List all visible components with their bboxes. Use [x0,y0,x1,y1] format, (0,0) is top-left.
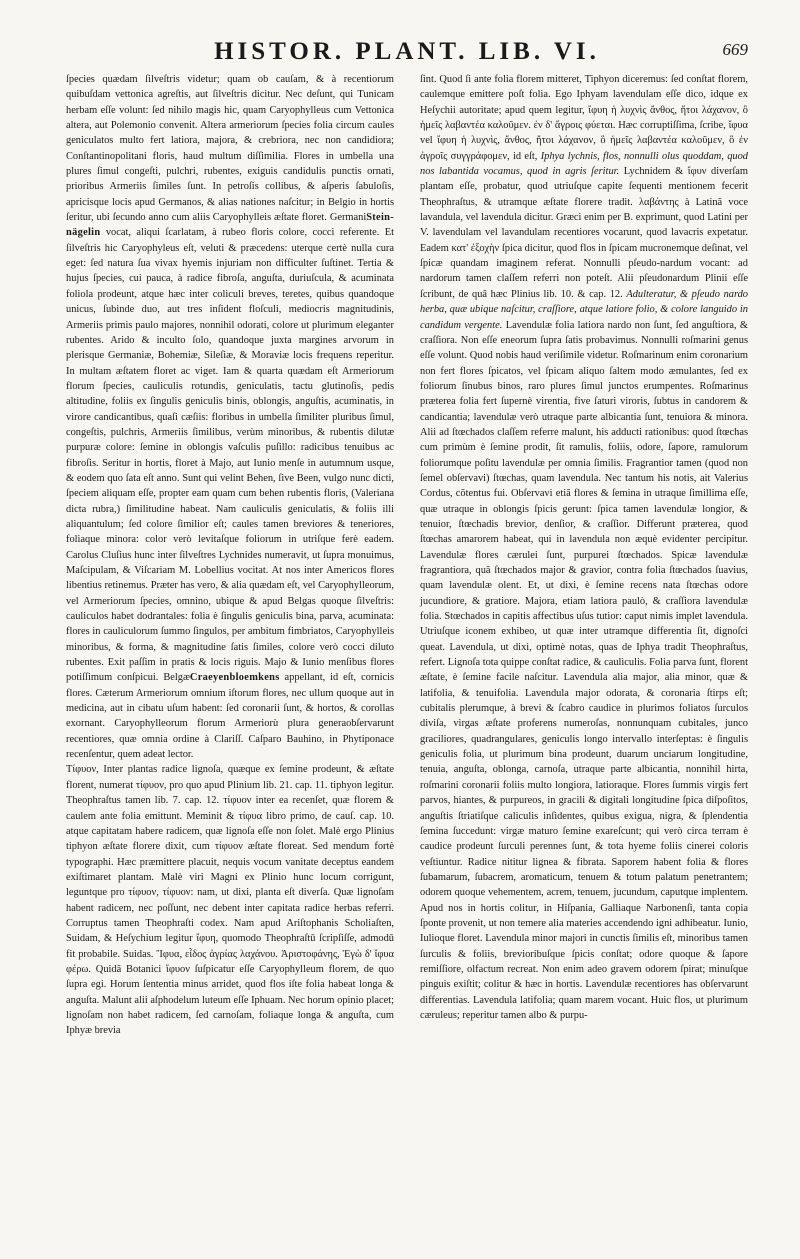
text-run: vocat, aliqui ſcarlatam, à rubeo floris colore, cocci referente. Et ſilveſtris hic Caryophyleus eſt, veluti & præcedens: uterque certè nulla cura eget: ſed natura ſua vivax hyemis injuriam non difficulter ſuſtinet. Tertia & hujus ſpecies, cui pauca, à radice fibroſa, anguſta, duriuſcula, & acuminata foliola prodeunt, atque hæc inter coliculi breves, teretes, quibus quandoque unicus, ſubinde duo, aut tres inſident floſculi, mediocris magnitudinis, Armeriis primis paulo majores, nonnihil odorati, colore ut plurimum eleganter rubentes. Arido & inculto ſolo, quandoque juxta margines arvorum in plerisque Germaniæ, Bohemiæ, Sileſiæ, & Moraviæ locis frequens reperitur. In multam æſtatem floret ac viget. Iam & quarta quædam eſt Armeriorum florum ſpecies, cauliculis rotundis, geniculatis, tactu glutinoſis, pedis altitudine, foliis ex ſingulis geniculis binis, oblongis, anguſtis, acuminatis, in virore candicantibus, quaſi cæſiis: floribus in umbella ſimiliter pluribus ſimul, congeſtis, pulchris, Armeriis ſimilibus, verùm minoribus, & rubentis dilutæ purpuræ colore: ſemine in oblongis vaſculis puſillo: radicibus tenuibus ac fibroſis. Seritur in hortis, floret à Majo, aut Iunio menſe in autumnum usque, & eodem quo ſata eſt anno. Sunt qui velint Behen, ſive Been, vulgo nunc dicti, ſpeciem aliquam eſſe, propter eam quam cum behen rubentis floris, (Valeriana dicta rubra,) ſimilitudine habeat. Nam cauliculis geniculatis, & foliis illi aliquantulum; ſed colore ſimilior eſt; caules tamen breviores & teneriores, foliaque minora: color verò levitaſque foliorum in utriſque ferè eadem. Carolus Cluſius hunc inter ſilveſtres Lychnides numeravit, ut ſupra monuimus, Maſcipulam, & Viſcariam M. Lobellius vocitat. At nos inter Americos flores libentius retinemus. Præter has vero, & alia quædam eſt, vel Caryophylleorum, vel Armeriorum ſpecies, omnino, ubique & apud Belgas quoque ſilveſtris: cauliculos habet dodrantales: folia è ſingulis geniculis bina, parva, acuminata: flores in cauliculorum ſummo ſingulos, per ambitum fimbriatos, Caryophylleis minoribus, & forma, & magnitudine ſatis ſimiles, colore verò cocci diluto rubentes. Exit paſſim in pratis & locis riguis. Majo & Iunio menſibus flores potiſſimum conſpicui. Belgæ [66,227,394,684]
text-run: Lychnidem & ἴφυν diverſam plantam eſſe, probatur, quod utriuſque capite ſequenti mentionem fecerit Theophraſtus, & utramque æſtate florere tradit. λαβάντης à Latinã voce lavandula, vel lavendula dicitur. Græci enim per B. exprimunt, quod Latini per V. lavendulam vel lavandulam recentiores vocarunt, quod lavacris expetatur. Eadem κατ' ἐξοχὴν ſpica dicitur, quod flos in ſpicam mucronemque deſinat, vel ſpicæ quandam imaginem referat. Nonnulli pſeudo-nardum vocant: ad nardorum tamen claſſem referri non poteſt. Alii pſeudonardum Plinii eſſe ſcribunt, de quâ hæc Plinius lib. 10. & cap. 12. [420,166,748,300]
text-run: Lavendulæ folia latiora nardo non ſunt, ſed anguſtiora, & craſſiora. Non eſſe eneorum ſupra ſatis probavimus. Nonnulli roſmarini genus eſſe volunt. Quod nobis haud veriſimile videtur. Roſmarinum enim coronarium non fert flores ſpicatos, vel ſpicam aliquo ſaltem modo æmulantes, ſed ex foliorum ſinubus binos, raro plures ſimul junctos erumpentes. Roſmarinus præterea folia fert ſupernè virentia, five ſaturi viroris, ſubtus in candorem & candicantia; lavendulæ verò utraque parte albicantia ſunt, tenuiora & minora. Alii ad ſtœchados claſſem referre malunt, his adducti rationibus: quod ſtœchas cum primùm è ſemine prodit, ſit ramulis, foliis, odore, ſapore, ramulorum foliorumque poſitu lavendulæ per omnia ſimilis. Fragrantior tamen (quod non ſemel obſervavi) ſtœchas, quam lavendula. Nec tantum his notis, ait Valerius Cordus, cõtentus fui. Obſervavi etiã flores & ſemina in utraque ſimillima eſſe, quæ utraque in oblongis ſpicis gerunt: ſpica tamen lavendulæ longior, & tenuior, ſtœchadis brevior, denſior, & craſſior. Differunt præterea, quod ſtœchas amarorem habeat, qui in lavendula non æquè evidenter percipitur. Lavendulæ flores cærulei ſunt, purpurei ſtœchados. Spicæ lavendulæ fragrantiora, quã ſtœchados major & gravior, contra folia ſtœchados ſuavius, quam lavendulæ olent. Et, ut dixi, è ſemine recens nata ſtœchas odore jucundiore, & gratiore. Majora, etiam latiora paulò, & craſſiora lavendulæ folia. Stœchados in capitis affectibus uſus tutior: caput nimis implet lavendula. Utriuſque iconem exhibeo, ut quæ inter utramque differentia ſit, dignoſci queat. Lavendula, ut dixi, optimè notas, quas de Iphya tradit Theophraſtus, refert. Lignoſa tota quippe conſtat radice, & caulìculis. Folia parva ſunt, florent æſtate, è ſemine facile naſcitur. Lavendula alia major, alia minor, quæ & latifolia, & tenuifolia. Lavendula major odorata, & coronaria ſtirps eſt; cubitalis plerumque, à brevi & ſcabro caudice in plurimos foliatos ſurculos diviſa, virgas æſtate proferens numeroſas, nonnunquam cubitales, junco graciliores, quadrangulares, geniculis longo intervallo interſeptas: è ſingulis geniculis folia, ut plurimum bina prodeunt, duarum unciarum longitudine, tenuia, anguſta, oblonga, carnoſa, utraque parte albicantia, nonnihil hirta, roſmarini coronarii foliis multo longiora, latioraque. Flores ſummis virgis fert parvos, hiantes, & purpureos, in gracili & digitali longitudine ſpica diſpoſitos, anguſtis ſtriatiſque caliculis inſidentes, quibus exigua, nigra, & ſplendentia ſemina ſuccedunt: virgæ maturo ſemine exareſcunt; qui verò circa terram è caudice prodeunt ſurculi perennes ſunt, & tota hyeme foliis cinerei coloris veſtiuntur. Radice nititur lignea & fibrata. Saporem habent folia & flores ſubamarum, ſubacrem, aromaticum, tenuem & totum palatum penetrantem; odorem quoque vehementem, acrem, tenuem, jucundum, caputque implentem. Apud nos in hortis colitur, in Hiſpania, Galliaque Narbonenſi, tanta copia ſponte provenit, ut non temere alia materies accendendo igni adhibeatur. Iunio, Iulioque floret. Lavendula minor majori in cunctis ſimilis eſt, minoribus tamen ſurculis & foliis, brevioribuſque ſpicis conſtat; odore quoque & ſapore remiſſiore, olfactum recreat. Non enim adeo gravem odorem ſpirat; minuſque pinguis exiſtit; colitur & hæc in hortis. Lavendulæ recentiores has obſervarunt differentias. Lavendula latifolia; quam marem vocant. Huic flos, ut plurimum cæruleus; reperitur tamen albo & purpu- [420,319,748,1021]
text-run: ſint. Quod ſi ante folia florem mitteret, Tiphyon diceremus: ſed conſtat florem, caulemque emittere poſt folia. Ego Iphyam lavendulam eſſe dico, idque ex Heſychii autoritate; apud quem legitur, ἴφυη ἡ λυχνὶς ἄνθος, ἤτοι λάχανον, ὃ ἡμεῖς λαβαντέα καλοῦμεν. ἐν δ' ἄγροις φύεται. Hæc corruptiſſima, ſcribe, ἴφυα vel ἴφυη ἡ λυχνὶς, ἄνθος, ἤτοι λάχανον, ὃ ἡμεῖς λαβαντέα καλοῦμεν, ὃ ἐν ἀγροῖς συγγράφομεν, id eſt, [420,74,748,162]
text-columns [66,72,748,1039]
right-column [420,72,748,1039]
blackletter-term: Stein-nägelin [66,212,394,239]
blackletter-term: Craeyenbloemkens [189,672,280,684]
italic-quote: Adulteratur, & pſeudo nardo herba, quæ ubique naſcitur, craſſiore, atque latiore folio, & colore languido in candidum vergente. [420,288,749,331]
page-number: 669 [722,40,748,59]
left-paragraph-1 [66,72,394,762]
running-header [66,38,748,68]
text-run: ſpecies quædam ſilveſtris videtur; quam ob cauſam, & à recentiorum quibuſdam vettonica agreſtis, aut ſilveſtris dicitur. Nec deſunt, qui Tunicam herbam eſſe volunt: ſed nihilo magis hic, quam Caryophylleus cum Vettonica altera, aut Polemonio convenit. Altera armeriorum ſpecies folia circum caules geniculatos multo fert latiora, majora, & crebriora, nec non candidiora; Conſtantinopolitani floris, haud multum diſſimilia. Flores in umbella una plures ſimul congeſti, pulchri, rubentes, exiguis candidulis punctis ornati, prioribus Armeriis ſimiles ſunt. In petroſis collibus, & aſperis ſabuloſis, apricisque locis apud Germanos, & alias nationes naſcitur; in Belgio in hortis ſeritur, ubi ſecundo anno cum aliis Caryophylleis æſtate floret. Germani [66,74,394,224]
text-run: appellant, id eſt, cornicis flores. Cæterum Armeriorum omnium iſtorum flores, nec ullum quoque aut in medicina, aut in cibatu uſum habent: ſed coronarii ſunt, & hortos, & corollas exornant. Caryophylleorum florum Armeriorù plura generaobſervarunt recentiores, quæ omnia ordine à Clariſſ. Caſparo Bauhino, in Phytiponace recenſentur, quem adeat lector. [66,672,394,761]
left-paragraph-2: Τίφυον, Inter plantas radice lignoſa, quæque ex ſemine prodeunt, & æſtate florent, numerat τίφυον, pro quo apud Plinium lib. 21. cap. 11. tiphyon legitur. Theophraſtus tamen lib. 7. cap. 12. τίφυον inter ea recenſet, quæ florem & caulem ante folia emittunt. Meminit & τίφυα libro primo, de cauſ. cap. 10. atque capitatam habere radicem, quæ lignoſa eſſe non ſolet. Malè ergo Plinius tiphyon æſtate florere dixit, cum τίφυον æſtate floreat. Sed mendum fortè typographi. Hæc præmittere placuit, nequis vocum vanitate deceptus eandem exiſtimaret plantam. Malè viri Magni ex Plinio hunc locum corrigunt, leguntque pro τίφυον, τίφυον: nam, ut dixi, planta eſt diverſa. Quæ lignoſam habent radicem, nec poſſunt, nec debent inter capitata radice herbas referri. Corruptus tamen Theophraſti codex. Nam apud Ariſtophanis Scholiaſten, Suidam, & Heſychium legitur ἴφυη, quomodo Theophraſtū ſcripſiſſe, admodū fit probabile. Suidas. Ἴφυα, εἶδος ἀγρίας λαχάνου. Ἀριστοφάνης, Ἐγὼ δ' ἴφυα φέρω. Quidã Botanici ἴφυον ſuſpicatur eſſe Caryophylleum florem, de quo ſupra egi. Horum ſententia minus arridet, quod flos iſte folia habeat longa & anguſta. Malunt alii aſphodelum luteum eſſe Iphuam. Nec horum opinio placet; lignoſam non habet radicem, ſed carnoſam, foliaque longa & anguſta, cum Iphyæ brevia [66,764,394,1037]
left-column [66,72,394,1039]
running-title: HISTOR. PLANT. LIB. VI. [214,38,600,65]
italic-quote: Iphya lychnis, flos, nonnulli olus quoddam, quod nos labantida vocamus, quod in agris ſeritur. [420,150,748,178]
right-paragraph-1 [420,72,748,1023]
